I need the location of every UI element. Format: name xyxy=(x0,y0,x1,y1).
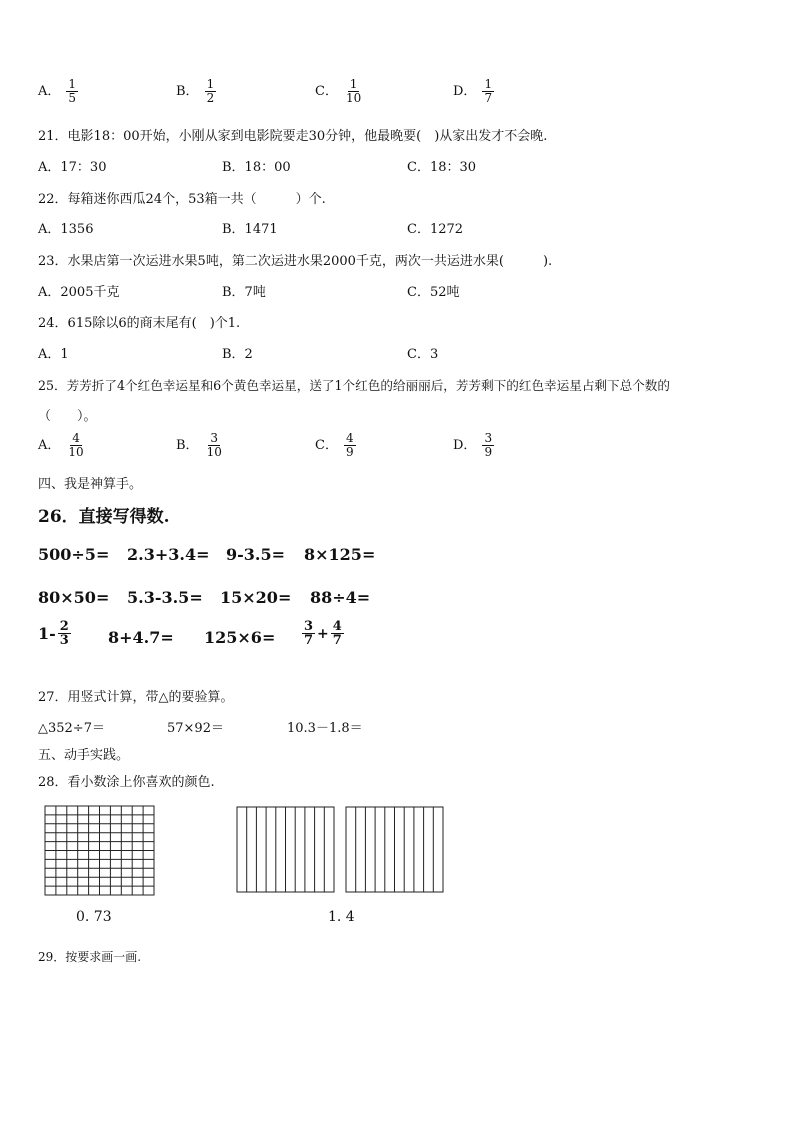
tenths-strip-right[interactable] xyxy=(345,806,445,894)
q26-r2-item1: 80×50= xyxy=(38,588,110,607)
section-5-heading: 五、动手实践。 xyxy=(38,748,130,763)
q26-r1-item3: 9-3.5= xyxy=(226,545,286,564)
q26-r2-item2: 5.3-3.5= xyxy=(127,588,203,607)
q21-option-c: C．18：30 xyxy=(407,160,477,175)
q26-r1-item2: 2.3+3.4= xyxy=(127,545,210,564)
q24-option-a: A．1 xyxy=(38,347,69,362)
q22-option-c: C．1272 xyxy=(407,222,464,237)
q26-r2-item3: 15×20= xyxy=(220,588,292,607)
q26-r1-item4: 8×125= xyxy=(304,545,376,564)
tenths-strip-left[interactable] xyxy=(236,806,336,894)
q26-title: 26．直接写得数. xyxy=(38,507,170,527)
q21-option-a: A．17：30 xyxy=(38,160,107,175)
q26-r2-item4: 88÷4= xyxy=(310,588,371,607)
q27-item-3: 10.3－1.8＝ xyxy=(287,721,363,736)
q25-option-d: D． $\frac{3}{9}$ xyxy=(453,431,493,459)
q25-question-line2: （ ）。 xyxy=(38,409,97,424)
q23-option-b: B．7吨 xyxy=(222,285,266,300)
q21-question: 21．电影18：00开始，小刚从家到电影院要走30分钟，他最晚要( )从家出发才不会晚. xyxy=(38,129,548,144)
q21-option-b: B．18：00 xyxy=(222,160,291,175)
q26-r3-item1: 1- $\frac{2}{3}$ xyxy=(38,619,69,648)
q28-label-1: 0. 73 xyxy=(76,909,112,925)
q23-option-a: A．2005千克 xyxy=(38,285,120,300)
q27-item-2: 57×92＝ xyxy=(167,721,224,736)
q25-option-c: C． $\frac{4}{9}$ xyxy=(315,431,354,459)
q22-option-b: B．1471 xyxy=(222,222,278,237)
q25-option-b: B． $\frac{3}{10}$ xyxy=(176,431,222,459)
q24-option-c: C．3 xyxy=(407,347,439,362)
q26-r3-item4: $\frac{3}{7}$ + $\frac{4}{7}$ xyxy=(304,619,342,648)
q20-option-b: B． $\frac{1}{2}$ xyxy=(176,77,215,105)
q23-option-c: C．52吨 xyxy=(407,285,460,300)
q20-option-d: D． $\frac{1}{7}$ xyxy=(453,77,493,105)
q22-question: 22．每箱迷你西瓜24个，53箱一共（ ）个. xyxy=(38,192,326,207)
section-4-heading: 四、我是神算手。 xyxy=(38,477,143,492)
q26-r3-item3: 125×6= xyxy=(204,628,276,647)
q20-option-a: A． $\frac{1}{5}$ xyxy=(38,77,77,105)
q27-item-1: △352÷7＝ xyxy=(38,721,105,736)
q26-r3-item2: 8+4.7= xyxy=(108,628,174,647)
q26-r1-item1: 500÷5= xyxy=(38,545,110,564)
q25-question-line1: 25．芳芳折了4个红色幸运星和6个黄色幸运星，送了1个红色的给丽丽后，芳芳剩下的红色幸运星占剩下总个数的 xyxy=(38,378,670,393)
q24-question: 24．615除以6的商末尾有( )个1. xyxy=(38,316,241,331)
q28-label-2: 1. 4 xyxy=(328,909,355,925)
q28-title: 28．看小数涂上你喜欢的颜色. xyxy=(38,775,215,790)
q27-title: 27．用竖式计算，带△的要验算。 xyxy=(38,690,234,705)
q22-option-a: A．1356 xyxy=(38,222,94,237)
q25-option-a: A． $\frac{4}{10}$ xyxy=(38,431,84,459)
q29-title: 29．按要求画一画. xyxy=(38,950,142,964)
q23-question: 23．水果店第一次运进水果5吨，第二次运进水果2000千克，两次一共运进水果( ). xyxy=(38,254,553,269)
hundred-grid[interactable] xyxy=(44,805,156,897)
q24-option-b: B．2 xyxy=(222,347,253,362)
q20-option-c: C． $\frac{1}{10}$ xyxy=(315,77,362,105)
